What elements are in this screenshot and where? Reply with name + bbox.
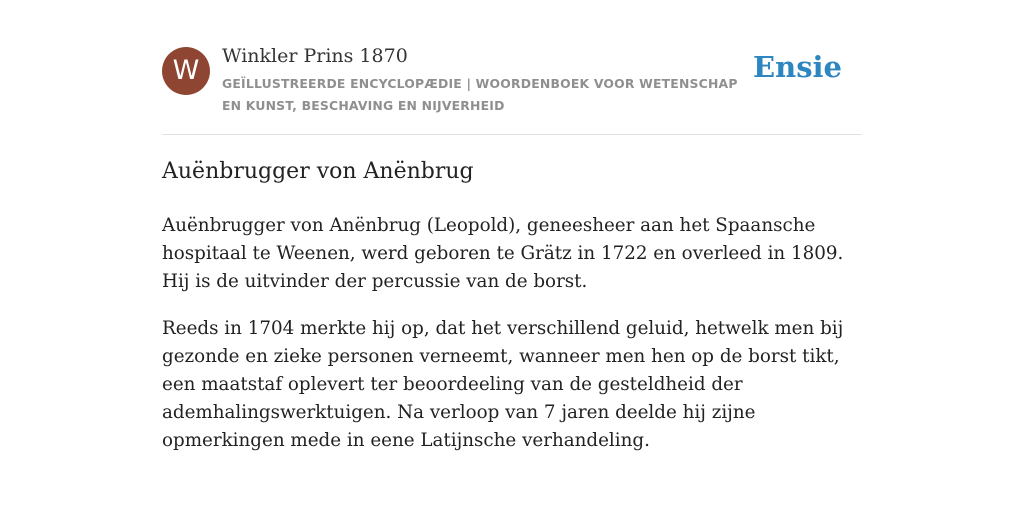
source-subtitle: GEÏLLUSTREERDE ENCYCLOPÆDIE | WOORDENBOEK VOOR WETENSCHAP EN KUNST, BESCHAVING EN NIJVERHEID bbox=[222, 76, 738, 113]
source-title[interactable]: Winkler Prins 1870 bbox=[222, 45, 408, 67]
entry-paragraph: Reeds in 1704 merkte hij op, dat het verschillend geluid, hetwelk men bij gezonde en zieke personen verneemt, wanneer men hen op de borst tikt, een maatstaf oplevert ter beoordeeling van de gesteldheid der ademhalingswerktuigen. Na verloop van 7 jaren deelde hij zijne opmerkingen mede in eene Latijnsche verhandeling. bbox=[162, 318, 844, 451]
entry-body bbox=[162, 212, 864, 474]
article-container bbox=[162, 0, 862, 451]
entry-paragraph: Auënbrugger von Anënbrug (Leopold), geneesheer aan het Spaansche hospitaal te Weenen, werd geboren te Grätz in 1722 en overleed in 1809. Hij is de uitvinder der percussie van de borst. bbox=[162, 215, 844, 292]
source-avatar[interactable]: W bbox=[162, 47, 210, 95]
ensie-logo-link[interactable]: Ensie bbox=[753, 50, 842, 84]
entry-title: Auënbrugger von Anënbrug bbox=[162, 159, 474, 184]
source-header bbox=[162, 0, 862, 135]
